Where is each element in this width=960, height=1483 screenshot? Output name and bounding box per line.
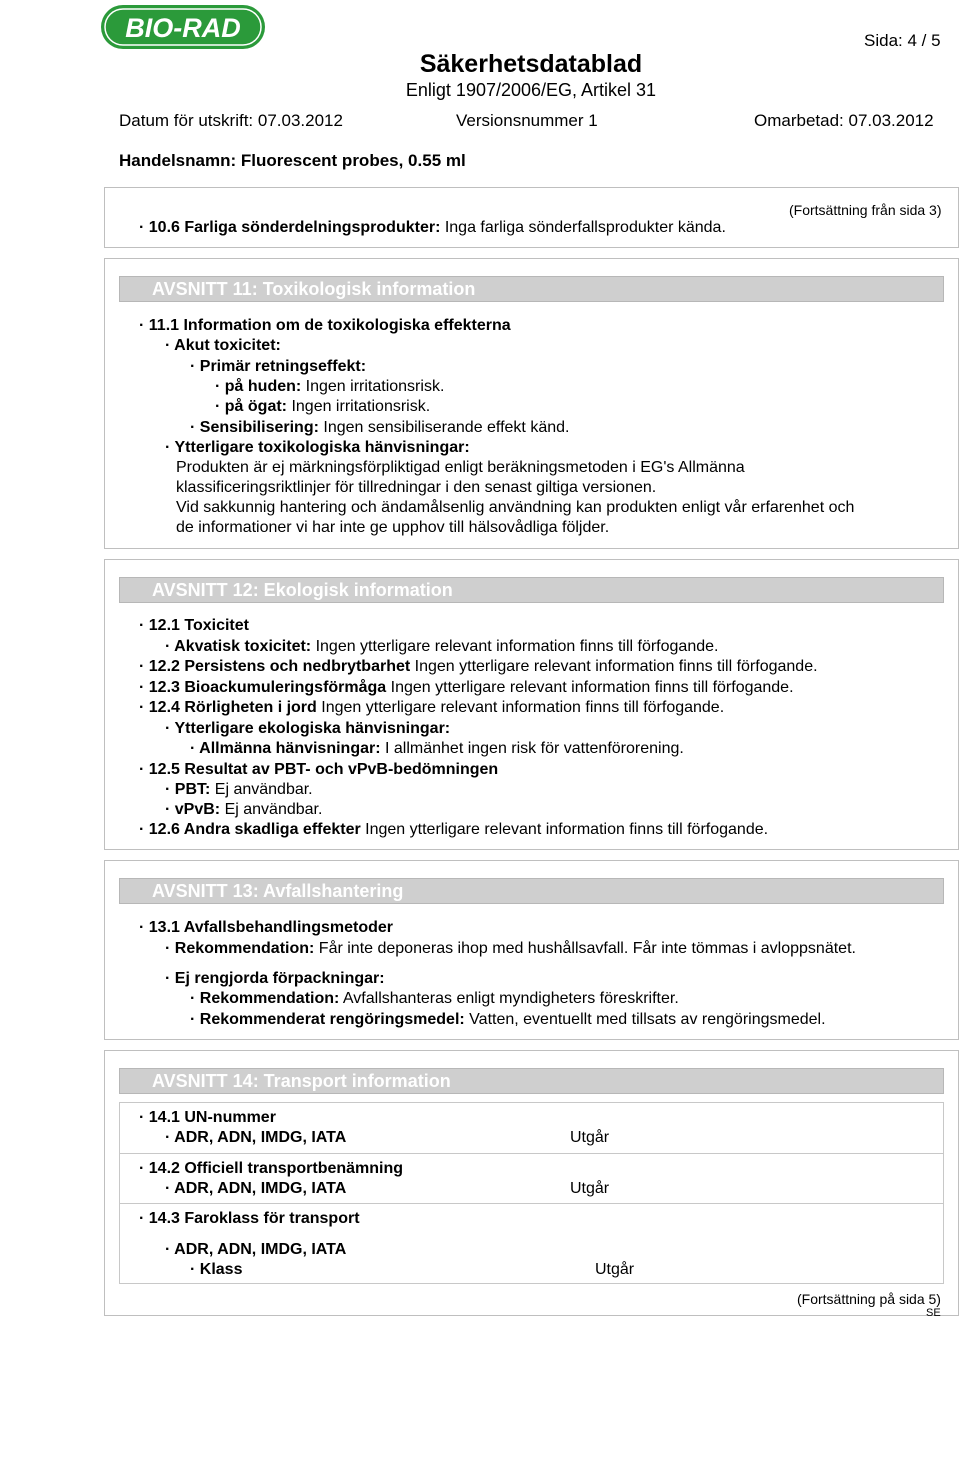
bio-rad-logo xyxy=(100,4,266,50)
toxicology-para-3: Vid sakkunnig hantering och ändamålsenlig användning kan produkten enligt vår erfarenhet och xyxy=(176,499,855,516)
toxicology-para-4: de informationer vi har inte ge upphov till hälsovådliga följder. xyxy=(176,519,610,536)
item-12-5: · 12.5 Resultat av PBT- och vPvB-bedömningen xyxy=(139,761,499,778)
class-label: · Klass xyxy=(190,1261,243,1278)
un-number-label: · ADR, ADN, IMDG, IATA xyxy=(165,1129,347,1146)
item-12-1: · 12.1 Toxicitet xyxy=(139,617,249,634)
toxicology-para-2: klassificeringsriktlinjer för tillredningar i den senast giltiga versionen. xyxy=(176,479,657,496)
general-notes: · Allmänna hänvisningar: I allmänhet ingen risk för vattenförorening. xyxy=(190,740,684,757)
revised-date: Omarbetad: 07.03.2012 xyxy=(754,111,934,130)
recommendation-1: · Rekommendation: Får inte deponeras ihop med hushållsavfall. Får inte tömmas i avloppsnätet. xyxy=(165,940,856,957)
section-13-heading: AVSNITT 13: Avfallshantering xyxy=(119,878,944,904)
transport-divider-2 xyxy=(119,1203,944,1204)
item-12-2: · 12.2 Persistens och nedbrytbarhet Ingen ytterligare relevant information finns till förfogande. xyxy=(139,658,818,675)
pbt-result: · PBT: Ej användbar. xyxy=(165,781,313,798)
language-code: SE xyxy=(926,1307,941,1319)
acute-toxicity: · Akut toxicitet: xyxy=(165,337,281,354)
recommendation-2: · Rekommendation: Avfallshanteras enligt myndigheters föreskrifter. xyxy=(190,990,679,1007)
hazard-class-label: · ADR, ADN, IMDG, IATA xyxy=(165,1241,347,1258)
item-14-1: · 14.1 UN-nummer xyxy=(139,1109,276,1126)
section-14-heading: AVSNITT 14: Transport information xyxy=(119,1068,944,1094)
page-number: Sida: 4 / 5 xyxy=(864,31,941,50)
continued-note: (Fortsättning på sida 5) xyxy=(797,1291,941,1307)
shipping-name-label: · ADR, ADN, IMDG, IATA xyxy=(165,1180,347,1197)
item-12-3: · 12.3 Bioackumuleringsförmåga Ingen ytterligare relevant information finns till förfogande. xyxy=(139,679,794,696)
item-13-1: · 13.1 Avfallsbehandlingsmetoder xyxy=(139,919,393,936)
toxicology-para-1: Produkten är ej märkningsförpliktigad enligt beräkningsmetoden i EG's Allmänna xyxy=(176,459,745,476)
eye-effect: · på ögat: Ingen irritationsrisk. xyxy=(215,398,431,415)
uncleaned-packaging: · Ej rengjorda förpackningar: xyxy=(165,970,385,987)
item-14-2: · 14.2 Officiell transportbenämning xyxy=(139,1160,404,1177)
trade-name: Handelsnamn: Fluorescent probes, 0.55 ml xyxy=(119,151,466,170)
additional-toxicology: · Ytterligare toxikologiska hänvisningar: xyxy=(165,439,470,456)
additional-ecology: · Ytterligare ekologiska hänvisningar: xyxy=(165,720,451,737)
shipping-name-value: Utgår xyxy=(570,1180,610,1197)
vpvb-result: · vPvB: Ej användbar. xyxy=(165,801,323,818)
document-title: Säkerhetsdatablad xyxy=(419,50,643,78)
print-date: Datum för utskrift: 07.03.2012 xyxy=(119,111,343,130)
logo-text: BIO-RAD xyxy=(125,13,241,43)
cleaning-agent: · Rekommenderat rengöringsmedel: Vatten, eventuellt med tillsats av rengöringsmedel. xyxy=(190,1011,826,1028)
skin-effect: · på huden: Ingen irritationsrisk. xyxy=(215,378,445,395)
aquatic-toxicity: · Akvatisk toxicitet: Ingen ytterligare relevant information finns till förfogande. xyxy=(165,638,719,655)
sensitisation: · Sensibilisering: Ingen sensibiliserande effekt känd. xyxy=(190,419,570,436)
continuation-note: (Fortsättning från sida 3) xyxy=(789,202,942,218)
item-14-3: · 14.3 Faroklass för transport xyxy=(139,1210,360,1227)
item-12-6: · 12.6 Andra skadliga effekter Ingen ytterligare relevant information finns till förfogande. xyxy=(139,821,769,838)
primary-irritation: · Primär retningseffekt: xyxy=(190,358,367,375)
un-number-value: Utgår xyxy=(570,1129,610,1146)
class-value: Utgår xyxy=(595,1261,635,1278)
item-12-4: · 12.4 Rörligheten i jord Ingen ytterligare relevant information finns till förfogande. xyxy=(139,699,725,716)
section-12-heading: AVSNITT 12: Ekologisk information xyxy=(119,577,944,603)
item-11-1: · 11.1 Information om de toxikologiska effekterna xyxy=(139,317,511,334)
document-subtitle: Enligt 1907/2006/EG, Artikel 31 xyxy=(405,80,657,100)
item-10-6: · 10.6 Farliga sönderdelningsprodukter: Inga farliga sönderfallsprodukter kända. xyxy=(139,219,726,236)
transport-divider-1 xyxy=(119,1153,944,1154)
version-number: Versionsnummer 1 xyxy=(456,111,598,130)
section-11-heading: AVSNITT 11: Toxikologisk information xyxy=(119,276,944,302)
